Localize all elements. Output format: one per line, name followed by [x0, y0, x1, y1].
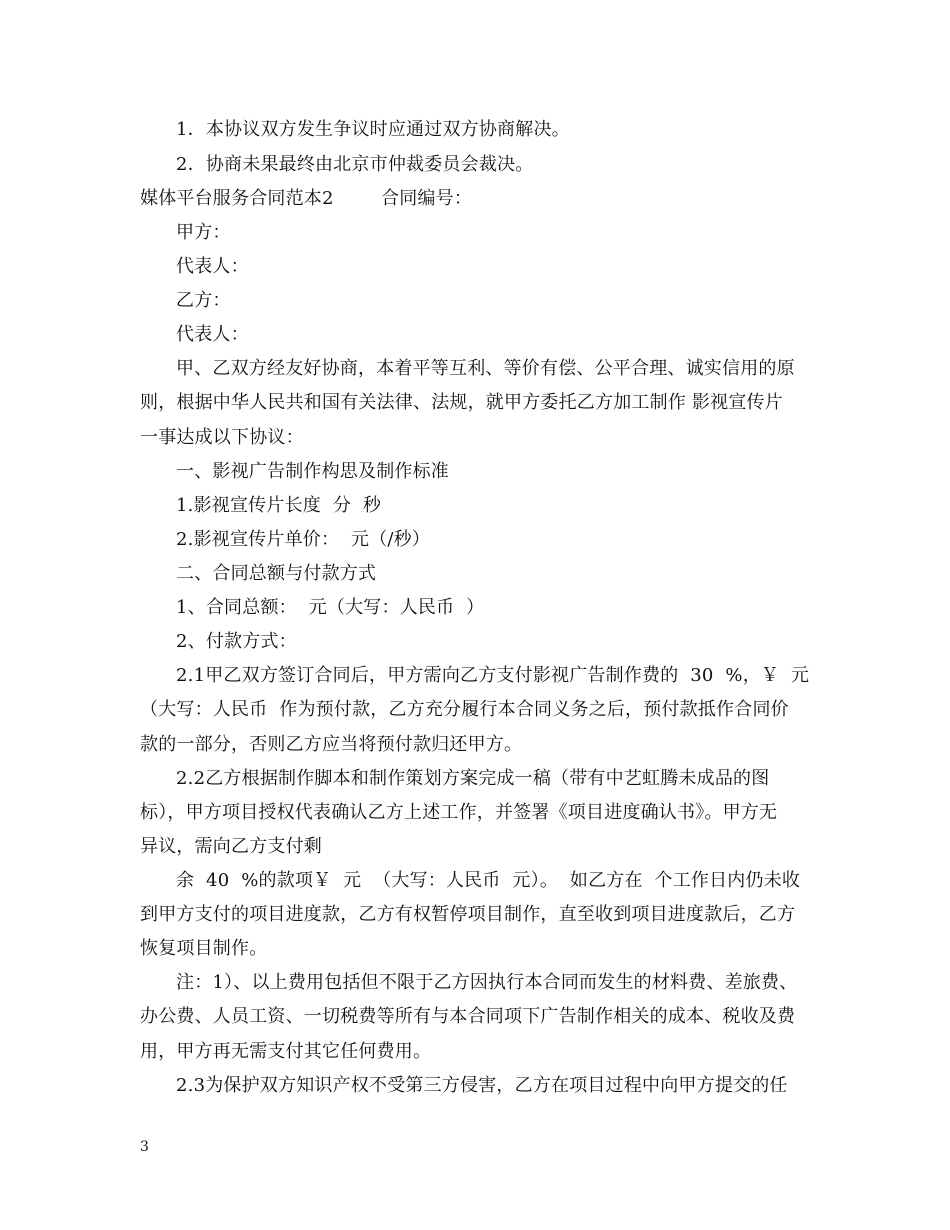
dispute-clause-2: 2．协商未果最终由北京市仲裁委员会裁决。: [176, 154, 534, 175]
clause-2-1-line-3: 款的一部分，否则乙方应当将预付款归还甲方。: [140, 734, 523, 755]
note-line-2: 办公费、人员工资、一切税费等所有与本合同项下广告制作相关的成本、税收及费: [140, 1006, 796, 1027]
party-b-representative: 代表人：: [176, 324, 249, 345]
dispute-clause-1: 1．本协议双方发生争议时应通过双方协商解决。: [176, 119, 570, 140]
party-a-representative: 代表人：: [176, 256, 249, 277]
payment-method: 2、付款方式：: [176, 631, 297, 652]
video-unit-price: 2.影视宣传片单价： 元（/秒）: [176, 529, 431, 550]
preamble-line-3: 一事达成以下协议：: [140, 427, 304, 448]
remaining-payment-line-2: 到甲方支付的项目进度款，乙方有权暂停项目制作，直至收到项目进度款后，乙方: [140, 904, 796, 925]
note-line-1: 注：1）、以上费用包括但不限于乙方因执行本合同而发生的材料费、差旅费、: [176, 972, 798, 993]
party-b: 乙方：: [176, 290, 231, 311]
clause-2-2-line-2: 标），甲方项目授权代表确认乙方上述工作，并签署《项目进度确认书》。甲方无: [140, 802, 778, 823]
remaining-payment-line-3: 恢复项目制作。: [140, 938, 268, 959]
video-length: 1.影视宣传片长度 分 秒: [176, 495, 382, 516]
clause-2-3-line-1: 2.3为保护双方知识产权不受第三方侵害，乙方在项目过程中向甲方提交的任: [176, 1075, 788, 1096]
preamble-line-2: 则，根据中华人民共和国有关法律、法规，就甲方委托乙方加工制作 影视宣传片: [140, 392, 783, 413]
clause-2-1-line-1: 2.1甲乙双方签订合同后，甲方需向乙方支付影视广告制作费的 30 %，￥ 元: [176, 665, 810, 686]
clause-2-2-line-3: 异议，需向乙方支付剩: [140, 836, 322, 857]
clause-2-2-line-1: 2.2乙方根据制作脚本和制作策划方案完成一稿（带有中艺虹腾未成品的图: [176, 768, 770, 789]
remaining-payment-line-1: 余 40 %的款项￥ 元 （大写：人民币 元）。 如乙方在 个工作日内仍未收: [176, 870, 801, 891]
section-1-heading: 一、影视广告制作构思及制作标准: [176, 461, 449, 482]
section-2-heading: 二、合同总额与付款方式: [176, 563, 377, 584]
clause-2-1-line-2: （大写：人民币 作为预付款，乙方充分履行本合同义务之后，预付款抵作合同价: [140, 699, 789, 720]
preamble-line-1: 甲、乙双方经友好协商，本着平等互利、等价有偿、公平合理、诚实信用的原: [176, 358, 795, 379]
contract-total: 1、合同总额： 元（大写：人民币 ）: [176, 597, 485, 618]
contract-title: 媒体平台服务合同范本2 合同编号：: [140, 188, 473, 209]
note-line-3: 用，甲方再无需支付其它任何费用。: [140, 1041, 432, 1062]
party-a: 甲方：: [176, 222, 231, 243]
page-number: 3: [140, 1139, 149, 1155]
